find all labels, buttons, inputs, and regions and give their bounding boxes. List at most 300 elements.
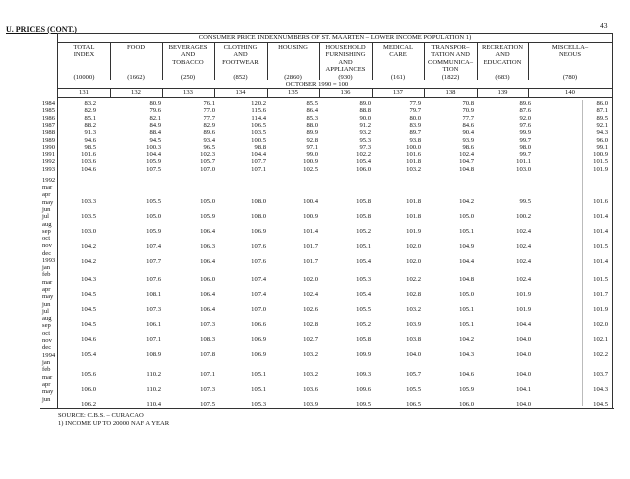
cell-value: 102.0 (406, 257, 421, 265)
cell-value: 88.4 (149, 129, 161, 137)
column-number: 139 (497, 88, 508, 96)
cell-value: 102.0 (303, 275, 318, 283)
cell-value: 107.0 (251, 305, 266, 313)
cell-value: 100.2 (516, 212, 531, 220)
cell-value: 108.3 (200, 335, 215, 343)
cell-value: 102.2 (356, 151, 371, 159)
column-header-line: FOOTWEAR (222, 58, 259, 66)
column-header-line: TION (442, 65, 459, 73)
month-label: may (42, 388, 54, 396)
column-header (162, 44, 214, 66)
column-header-line: MISCELLA– (551, 44, 589, 51)
cell-value: 115.6 (251, 107, 266, 115)
cell-value: 105.3 (356, 275, 371, 283)
cell-value: 104.2 (81, 257, 96, 265)
cell-value: 105.7 (200, 158, 215, 166)
column-weight: (852) (233, 73, 248, 81)
cell-value: 102.2 (406, 275, 421, 283)
cell-value: 105.3 (251, 400, 266, 408)
cell-value: 106.9 (251, 227, 266, 235)
column-weight: (1822) (441, 73, 460, 81)
cell-value: 97.1 (306, 143, 318, 151)
cell-value: 94.5 (149, 136, 161, 144)
column-header-line: MEDICAL (382, 44, 414, 51)
cell-value: 91.3 (84, 129, 96, 137)
cell-value: 101.8 (406, 158, 421, 166)
cell-value: 99.5 (519, 197, 531, 205)
cell-value: 108.1 (146, 290, 161, 298)
cell-value: 104.8 (459, 275, 474, 283)
cell-value: 100.9 (303, 212, 318, 220)
cell-value: 89.5 (596, 114, 608, 122)
cell-value: 105.5 (356, 305, 371, 313)
cell-value: 102.3 (200, 151, 215, 159)
cell-value: 107.6 (251, 242, 266, 250)
column-number: 140 (565, 88, 575, 96)
cell-value: 105.9 (146, 227, 161, 235)
month-label: oct (42, 329, 51, 337)
cell-value: 101.4 (303, 227, 318, 235)
cell-value: 108.0 (251, 197, 266, 205)
month-label: dec (42, 249, 52, 257)
column-number: 138 (445, 88, 456, 96)
cell-value: 90.4 (462, 129, 474, 137)
column-header-line: FOOD (127, 44, 145, 51)
cell-value: 102.5 (303, 165, 318, 173)
cell-value: 105.8 (356, 212, 371, 220)
cell-value: 105.0 (459, 290, 474, 298)
row-year: 1990 (41, 143, 55, 151)
cell-value: 104.3 (593, 385, 608, 393)
cell-value: 102.8 (406, 290, 421, 298)
cell-value: 120.2 (251, 100, 266, 107)
column-weight: (1662) (127, 73, 145, 81)
cell-value: 83.2 (84, 100, 96, 107)
cell-value: 77.7 (203, 114, 215, 122)
cell-value: 103.5 (81, 212, 96, 220)
cell-value: 98.0 (519, 143, 531, 151)
cell-value: 103.6 (303, 385, 318, 393)
cell-value: 114.4 (251, 114, 266, 122)
cell-value: 102.7 (303, 335, 318, 343)
cell-value: 102.4 (459, 151, 474, 159)
cell-value: 101.9 (593, 165, 608, 173)
cell-value: 107.8 (200, 351, 215, 358)
cell-value: 101.9 (593, 305, 608, 313)
column-header-line: TATION AND (431, 51, 470, 59)
row-year: 1993 (41, 165, 55, 173)
cell-value: 99.1 (596, 143, 608, 151)
cell-value: 101.8 (406, 197, 421, 205)
cell-value: 104.1 (516, 385, 531, 393)
row-year: 1991 (41, 151, 55, 159)
cell-value: 104.3 (81, 275, 96, 283)
column-weight: (161) (390, 73, 406, 81)
cell-value: 107.4 (251, 275, 266, 283)
cell-value: 94.6 (84, 136, 96, 144)
cell-value: 104.8 (459, 165, 474, 173)
cell-value: 95.3 (359, 136, 371, 144)
cell-value: 104.5 (81, 305, 96, 313)
month-label: sep (42, 322, 51, 330)
cell-value: 92.1 (596, 121, 608, 129)
cell-value: 94.3 (596, 129, 608, 137)
column-header (528, 44, 612, 59)
row-year: 1984 (41, 100, 55, 107)
cell-value: 105.9 (146, 158, 161, 166)
cell-value: 106.0 (356, 165, 371, 173)
cell-value: 105.4 (81, 351, 96, 358)
cell-value: 110.2 (146, 370, 161, 378)
cell-value: 99.9 (519, 129, 531, 137)
column-number: 133 (183, 88, 193, 96)
cell-value: 107.5 (146, 165, 161, 173)
row-year: 1992 (41, 158, 55, 166)
table-top-border (58, 33, 612, 34)
cell-value: 91.2 (359, 121, 371, 129)
cell-value: 87.1 (596, 107, 608, 115)
column-number-rule (58, 97, 612, 98)
cell-value: 104.6 (459, 370, 474, 378)
cell-value: 96.5 (203, 143, 215, 151)
month-label: may (42, 198, 54, 206)
cell-value: 104.6 (81, 335, 96, 343)
cell-value: 93.2 (359, 129, 371, 137)
cell-value: 77.9 (409, 100, 421, 107)
cell-value: 103.3 (81, 197, 96, 205)
cell-value: 104.0 (516, 335, 531, 343)
cell-value: 70.9 (462, 107, 474, 115)
cell-value: 103.2 (303, 370, 318, 378)
cell-value: 105.4 (356, 290, 371, 298)
cell-value: 101.4 (593, 227, 608, 235)
cell-value: 88.2 (84, 121, 96, 129)
cell-value: 106.4 (200, 305, 215, 313)
cell-value: 106.5 (251, 121, 266, 129)
column-header-line: COMMUNICA– (427, 58, 474, 66)
column-weight: (10000) (73, 73, 95, 81)
cell-value: 104.5 (593, 400, 608, 408)
column-header (319, 44, 372, 73)
cell-value: 105.4 (356, 257, 371, 265)
month-label: nov (42, 337, 52, 344)
cell-value: 80.0 (409, 114, 421, 122)
row-year: 1985 (41, 107, 55, 115)
cell-value: 105.2 (356, 227, 371, 235)
table-title: CONSUMER PRICE INDEXNUMBERS OF ST. MAARTEN – LOWER INCOME POPULATION 1) (198, 34, 472, 41)
cell-value: 106.9 (251, 335, 266, 343)
cell-value: 85.3 (306, 114, 318, 122)
cell-value: 105.2 (356, 320, 371, 328)
cell-value: 105.1 (459, 227, 474, 235)
cell-value: 107.3 (146, 305, 161, 313)
cell-value: 101.5 (593, 158, 608, 166)
month-label: mar (42, 373, 53, 381)
cell-value: 102.2 (593, 351, 608, 358)
cell-value: 103.0 (81, 227, 96, 235)
column-header-line: INDEX (73, 51, 95, 59)
cell-value: 93.8 (409, 136, 421, 144)
cell-value: 77.7 (462, 114, 474, 122)
cell-value: 83.9 (409, 121, 421, 129)
cell-value: 102.4 (516, 227, 531, 235)
cell-value: 89.0 (359, 100, 371, 107)
cell-value: 104.5 (81, 320, 96, 328)
column-weight: (683) (495, 73, 510, 81)
column-header-line: NEOUS (559, 51, 581, 59)
cell-value: 102.6 (303, 305, 318, 313)
month-label: mar (42, 184, 53, 191)
cell-value: 106.4 (200, 227, 215, 235)
cell-value: 106.0 (81, 385, 96, 393)
cell-value: 82.9 (84, 107, 96, 115)
group-year: 1992 (42, 177, 56, 184)
month-label: sep (42, 227, 51, 235)
column-weight: (780) (562, 73, 578, 81)
cell-value: 76.1 (203, 100, 215, 107)
row-year: 1988 (41, 129, 55, 137)
cell-value: 97.3 (359, 143, 371, 151)
cell-value: 104.7 (459, 158, 474, 166)
cell-value: 106.4 (200, 257, 215, 265)
cell-value: 82.1 (149, 114, 161, 122)
cell-value: 104.2 (459, 335, 474, 343)
cell-value: 100.3 (146, 143, 161, 151)
month-label: jan (42, 359, 51, 366)
page-number: 43 (600, 21, 608, 30)
cell-value: 105.4 (356, 158, 371, 166)
cell-value: 107.6 (251, 257, 266, 265)
column-header (372, 44, 424, 59)
row-year: 1987 (41, 121, 55, 129)
cell-value: 105.0 (146, 212, 161, 220)
cell-value: 98.8 (254, 143, 266, 151)
cell-value: 79.7 (409, 107, 421, 115)
cell-value: 106.6 (251, 320, 266, 328)
cell-value: 103.2 (303, 351, 318, 358)
cell-value: 102.4 (303, 290, 318, 298)
cell-value: 109.6 (356, 385, 371, 393)
cell-value: 107.1 (251, 165, 266, 173)
cell-value: 101.9 (516, 290, 531, 298)
cell-value: 70.8 (462, 100, 474, 107)
income-footnote: 1) INCOME UP TO 20000 NAF A YEAR (58, 420, 170, 427)
column-header (58, 44, 110, 59)
source-note: SOURCE: C.B.S. – CURACAO (58, 412, 144, 419)
cell-value: 107.5 (200, 400, 215, 408)
cell-value: 101.6 (593, 197, 608, 205)
cell-value: 107.3 (200, 320, 215, 328)
cell-value: 97.6 (519, 121, 531, 129)
column-header (267, 44, 319, 51)
month-label: nov (42, 242, 52, 250)
month-label: dec (42, 344, 52, 352)
cell-value: 102.1 (593, 335, 608, 343)
row-year: 1989 (41, 136, 55, 144)
cell-value: 107.1 (200, 370, 215, 378)
cell-value: 101.7 (303, 257, 318, 265)
cell-value: 105.6 (81, 370, 96, 378)
table-right-border (612, 33, 613, 408)
cell-value: 104.4 (459, 257, 474, 265)
cell-value: 102.8 (303, 320, 318, 328)
cell-value: 103.9 (406, 320, 421, 328)
cell-value: 101.9 (516, 305, 531, 313)
cell-value: 101.5 (593, 242, 608, 250)
cell-value: 110.4 (146, 400, 161, 408)
cell-value: 104.0 (406, 351, 421, 358)
cell-value: 104.4 (251, 151, 266, 159)
cell-value: 106.3 (200, 242, 215, 250)
row-year: 1986 (41, 114, 55, 122)
cell-value: 109.9 (356, 351, 371, 358)
column-header (477, 44, 528, 66)
cell-value: 107.7 (251, 158, 266, 166)
month-label: jun (42, 205, 51, 213)
cell-value: 104.4 (146, 151, 161, 159)
cell-value: 102.0 (406, 242, 421, 250)
cell-value: 105.1 (251, 370, 266, 378)
cell-value: 101.6 (81, 151, 96, 159)
cell-value: 106.1 (146, 320, 161, 328)
cell-value: 107.4 (146, 242, 161, 250)
month-label: aug (42, 220, 52, 228)
cell-value: 102.4 (516, 242, 531, 250)
base-note: OCTOBER 1990 = 100 (285, 80, 349, 88)
cell-value: 103.2 (406, 165, 421, 173)
cell-value: 105.9 (200, 212, 215, 220)
cell-value: 107.0 (200, 165, 215, 173)
cell-value: 105.8 (356, 335, 371, 343)
cell-value: 106.9 (251, 351, 266, 358)
cell-value: 89.9 (306, 129, 318, 137)
cell-value: 89.6 (203, 129, 215, 137)
cell-value: 101.4 (593, 257, 608, 265)
cell-value: 93.9 (462, 136, 474, 144)
column-header-line: RECREATION (481, 44, 524, 51)
cell-value: 104.0 (516, 370, 531, 378)
cell-value: 110.2 (146, 385, 161, 393)
cell-value: 84.9 (149, 121, 161, 129)
column-header-line: EDUCATION (483, 58, 522, 66)
cell-value: 106.5 (406, 400, 421, 408)
column-number: 137 (393, 88, 403, 96)
cell-value: 105.0 (200, 197, 215, 205)
column-header-line: HOUSEHOLD (325, 44, 366, 51)
cell-value: 106.4 (200, 290, 215, 298)
month-label: mar (42, 278, 53, 286)
column-header-line: APPLIANCES (325, 65, 366, 73)
cell-value: 92.0 (519, 114, 531, 122)
column-header (214, 44, 267, 66)
cell-value: 89.6 (519, 100, 531, 107)
cell-value: 105.7 (406, 370, 421, 378)
column-number: 134 (235, 88, 246, 96)
column-header-line: AND (233, 51, 248, 59)
cell-value: 86.4 (306, 107, 318, 115)
cell-value: 104.0 (516, 400, 531, 408)
cell-value: 108.0 (251, 212, 266, 220)
cell-value: 109.3 (356, 370, 371, 378)
column-weight: (250) (180, 73, 196, 81)
cell-value: 99.7 (519, 151, 531, 159)
cell-value: 104.4 (516, 320, 531, 328)
cell-value: 96.0 (596, 136, 608, 144)
cell-value: 101.7 (593, 290, 608, 298)
cell-value: 99.7 (519, 136, 531, 144)
column-header-line: AND (180, 51, 196, 59)
cell-value: 100.9 (303, 158, 318, 166)
cell-value: 105.5 (406, 385, 421, 393)
column-header-line: TRANSPOR– (431, 44, 470, 51)
cell-value: 101.7 (303, 242, 318, 250)
cell-value: 77.0 (203, 107, 215, 115)
column-header-line: BEVERAGES (168, 44, 208, 51)
cell-value: 79.6 (149, 107, 161, 115)
cell-value: 104.0 (516, 351, 531, 358)
cell-value: 104.2 (459, 197, 474, 205)
column-number: 136 (340, 88, 351, 96)
cell-value: 105.1 (251, 385, 266, 393)
cell-value: 103.2 (406, 305, 421, 313)
column-header-line: TOTAL (73, 44, 95, 51)
cell-value: 106.0 (459, 400, 474, 408)
column-header (424, 44, 477, 73)
cell-value: 103.8 (406, 335, 421, 343)
cell-value: 100.5 (251, 136, 266, 144)
cell-value: 107.1 (146, 335, 161, 343)
cell-value: 102.0 (593, 320, 608, 328)
cell-value: 107.6 (146, 275, 161, 283)
month-label: jul (42, 213, 49, 221)
cell-value: 102.4 (516, 275, 531, 283)
column-header-line: HOUSING (278, 44, 308, 51)
cell-value: 90.0 (359, 114, 371, 122)
column-header (110, 44, 162, 51)
cell-value: 89.7 (409, 129, 421, 137)
cell-value: 86.0 (596, 100, 608, 107)
cell-value: 88.8 (359, 107, 371, 115)
cell-value: 85.5 (306, 100, 318, 107)
month-label: jun (42, 300, 51, 308)
cell-value: 103.6 (81, 158, 96, 166)
cell-value: 105.9 (459, 385, 474, 393)
column-header-line: AND (495, 51, 510, 59)
month-label: apr (42, 191, 51, 199)
group-year: 1994 (42, 352, 56, 359)
cell-value: 100.9 (593, 151, 608, 159)
cell-value: 98.5 (84, 143, 96, 151)
cell-value: 101.4 (593, 212, 608, 220)
cell-value: 101.1 (516, 158, 531, 166)
cell-value: 101.6 (406, 151, 421, 159)
month-label: apr (42, 380, 51, 388)
cell-value: 106.0 (200, 275, 215, 283)
cell-value: 104.5 (81, 290, 96, 298)
cell-value: 92.8 (306, 136, 318, 144)
cell-value: 105.0 (459, 212, 474, 220)
column-number: 135 (288, 88, 298, 96)
column-number: 132 (131, 88, 141, 96)
cell-value: 101.8 (406, 212, 421, 220)
cell-value: 88.0 (306, 121, 318, 129)
column-header-line: CARE (389, 51, 407, 59)
cell-value: 107.4 (251, 290, 266, 298)
cell-value: 103.7 (593, 370, 608, 378)
cell-value: 101.5 (593, 275, 608, 283)
column-number: 131 (79, 88, 89, 96)
cell-value: 104.6 (81, 165, 96, 173)
